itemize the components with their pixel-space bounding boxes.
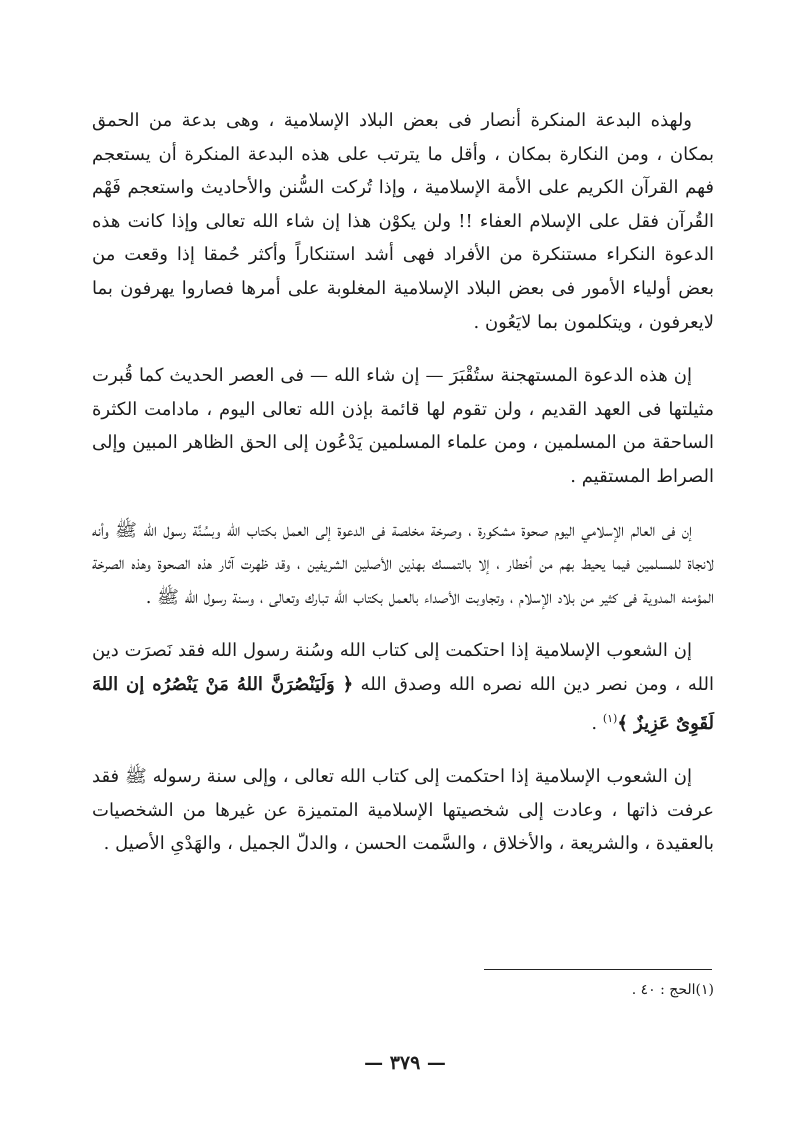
footnote-reference: (١) bbox=[602, 711, 618, 725]
page-body bbox=[92, 104, 714, 881]
quran-verse: ﴿ وَلَيَنْصُرَنَّ اللهُ مَنْ يَنْصُرُه إن اللهَ لَقَوِىٌ عَزِيزٌ ﴾ bbox=[92, 673, 714, 734]
paragraph-1: ولهذه البدعة المنكرة أنصار فى بعض البلاد الإسلامية ، وهى بدعة من الحمق بمكان ، ومن النكارة بمكان ، وأقل ما يترتب على هذه البدعة المنكرة أن يستعجم فهم القرآن الكريم على الأمة الإسلامية ، وإذا تُركت السُّنن والأحاديث واستعجم فَهْم القُرآن فقل على الإسلام العفاء !! ولن يكوْن هذا إن شاء الله تعالى وإذا كانت هذه الدعوة النكراء مستنكرة من الأفراد فهى أشد استنكاراً وأكثر حُمقا إذا وقعت من بعض أولياء الأمور فى بعض البلاد الإسلامية المغلوبة على أمرها فصاروا يهرفون بما لايعرفون ، ويتكلمون بما لايَعُون . bbox=[92, 110, 714, 333]
page-number: — ٣٧٩ — bbox=[364, 1052, 446, 1074]
paragraph-2: إن هذه الدعوة المستهجنة ستُقْبَرَ — إن شاء الله — فى العصر الحديث كما قُبرت مثيلتها فى العهد القديم ، ولن تقوم لها قائمة بإذن الله تعالى اليوم ، مادامت الكثرة الساحقة من المسلمين ، ومن علماء المسلمين يَدْعُون إلى الحق الظاهر المبين وإلى الصراط المستقيم . bbox=[92, 365, 714, 487]
paragraph-5: إن الشعوب الإسلامية إذا احتكمت إلى كتاب الله تعالى ، وإلى سنة رسوله ﷺ فقد عرفت ذاتها ، وعادت إلى شخصيتها الإسلامية المتميزة عن غيرها من الشخصيات بالعقيدة ، والشريعة ، والأخلاق ، والسَّمت الحسن ، والدلّ الجميل ، والهَدْىِ الأصيل . bbox=[92, 766, 714, 855]
paragraph-4-end: . bbox=[591, 712, 603, 734]
paragraph-3: إن فى العالم الإسلامي اليوم صحوة مشكورة ، وصرخة مخلصة فى الدعوة إلى العمل بكتاب الله وبسُنَّة رسول الله ﷺ وأنه لانجاة للمسلمين فيما يحيط بهم من أخطار ، إلا بالتمسك بهذين الأصلين الشريفين ، وقد ظهرت آثار هذه الصحوة وهذه الصرخة المؤمنه المدوية فى كثير من بلاد الإسلام ، وتجاوبت الأصداء بالعمل بكتاب الله تبارك وتعالى ، وسنة رسول الله ﷺ . bbox=[92, 519, 714, 608]
paragraph-4-text: إن الشعوب الإسلامية إذا احتكمت إلى كتاب الله وسُنة رسول الله فقد نَصرَت دين الله ، ومن نصر دين الله نصره الله وصدق الله bbox=[92, 640, 714, 695]
footnote: (١)الحج : ٤٠ . bbox=[631, 982, 714, 998]
paragraph-4 bbox=[92, 634, 714, 740]
footnote-divider bbox=[484, 969, 712, 970]
